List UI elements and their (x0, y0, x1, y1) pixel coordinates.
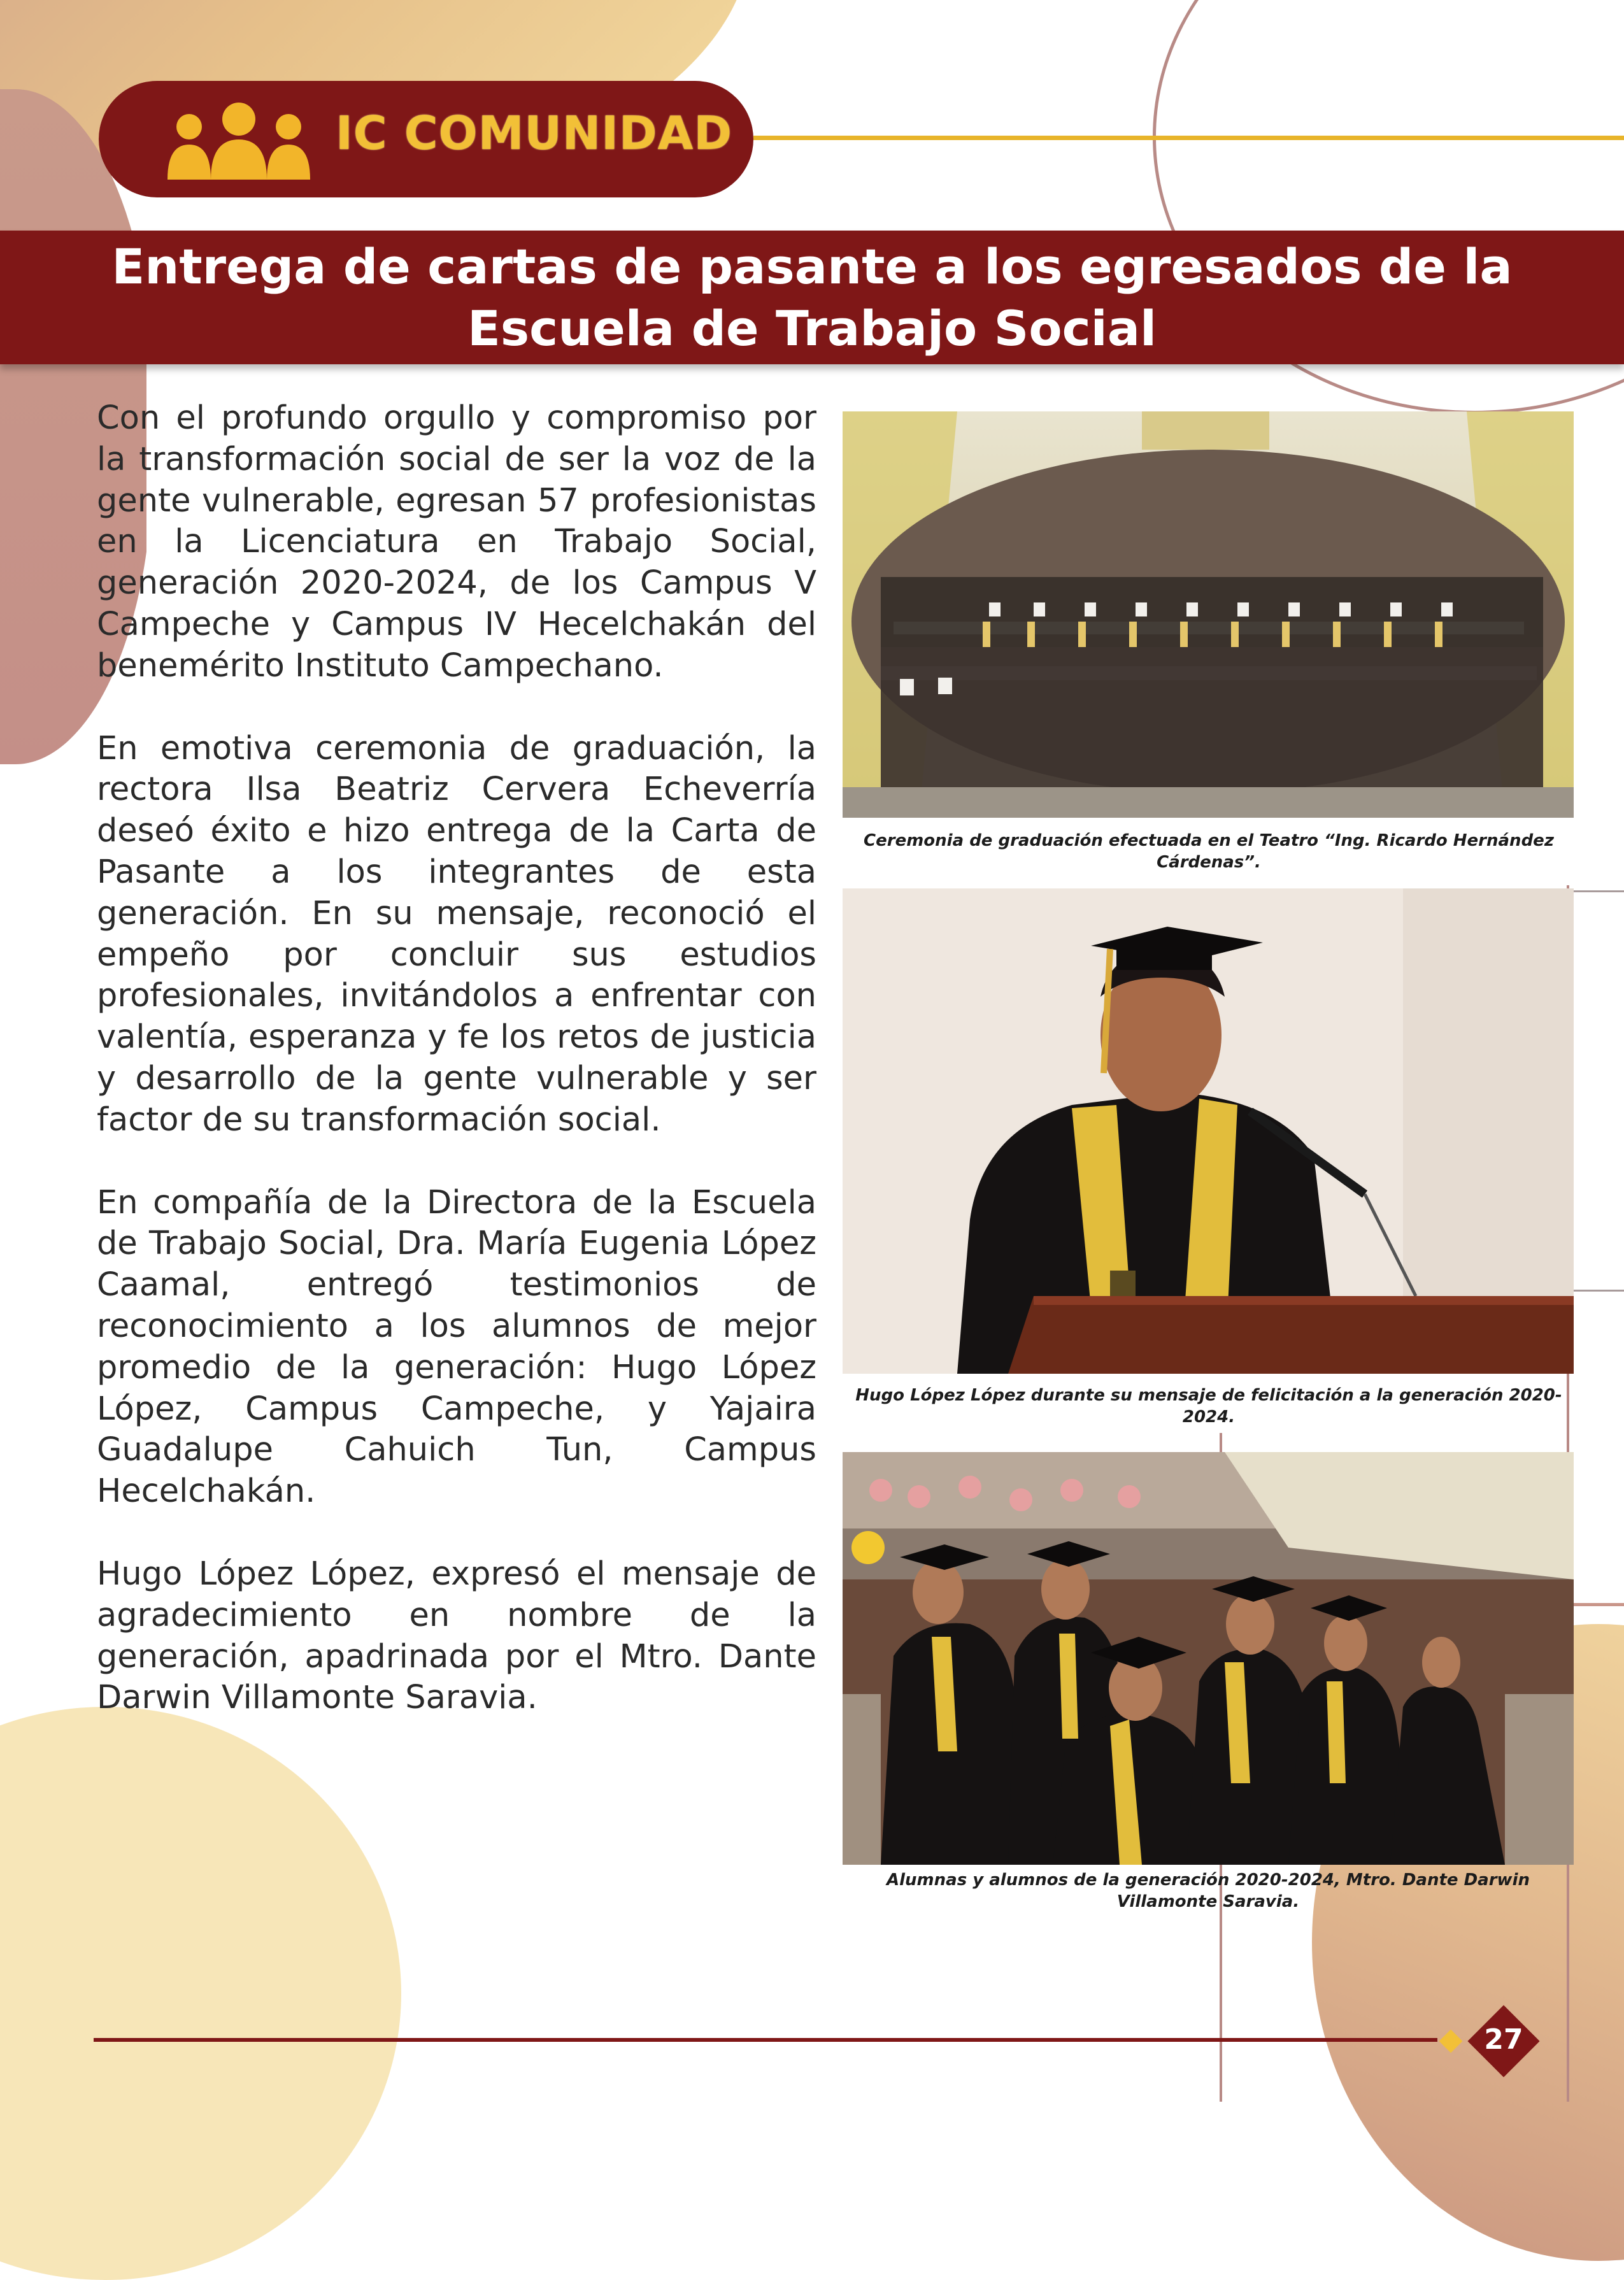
photo-graduation-group (843, 411, 1574, 818)
page-number-badge (1468, 2006, 1539, 2077)
decorative-line (1573, 1290, 1624, 1292)
section-header (99, 81, 753, 197)
article-title (64, 236, 1560, 359)
photo-caption: Alumnas y alumnos de la generación 2020-2024, Mtro. Dante Darwin Villamonte Saravia. (887, 1870, 1530, 1911)
paragraph: En emotiva ceremonia de graduación, la rectora Ilsa Beatriz Cervera Echeverría deseó éxito e hizo entrega de la Carta de Pasante a los integrantes de esta generación. En su mensaje, reconoció el empeño por concluir sus estudios profesionales, invitándolos a enfrentar con valentía, esperanza y fe los retos de justicia y desarrollo de la gente vulnerable y ser factor de su transformación social. (97, 729, 816, 1139)
paragraph: Hugo López López, expresó el mensaje de agradecimiento en nombre de la generación, apadrinada por el Mtro. Dante Darwin Villamonte Saravia. (97, 1555, 816, 1717)
section-label: IC COMUNIDAD (336, 106, 733, 160)
people-group-icon (162, 100, 315, 180)
paragraph: En compañía de la Directora de la Escuela de Trabajo Social, Dra. María Eugenia López Caamal, entregó testimonios de reconocimiento a los alumnos de mejor promedio de la generación: Hugo López López, Campus Campeche, y Yajaira Guadalupe Cahuich Tun, Campus Hecelchakán. (97, 1183, 816, 1511)
article-title-line-1: Entrega de cartas de pasante a los egresados de la (111, 238, 1513, 295)
photo-speaker (843, 888, 1574, 1374)
footer-rule (94, 2038, 1437, 2042)
photo-caption: Ceremonia de graduación efectuada en el Teatro “Ing. Ricardo Hernández Cárdenas”. (864, 831, 1554, 872)
page-number: 27 (1484, 2023, 1523, 2056)
header-rule (753, 136, 1624, 140)
title-band (0, 231, 1624, 364)
article-body (97, 398, 816, 1760)
paragraph: Con el profundo orgullo y compromiso por la transformación social de ser la voz de la gente vulnerable, egresan 57 profesionistas en la Licenciatura en Trabajo Social, generación 2020-2024, de los Campus V Campeche y Campus IV Hecelchakán del benemérito Instituto Campechano. (97, 399, 816, 685)
decorative-line (1567, 1603, 1624, 1606)
photo-caption: Hugo López López durante su mensaje de felicitación a la generación 2020-2024. (855, 1386, 1562, 1427)
photo-seated-graduates (843, 1452, 1574, 1865)
article-title-line-2: Escuela de Trabajo Social (467, 300, 1157, 357)
decorative-line (1573, 890, 1624, 892)
